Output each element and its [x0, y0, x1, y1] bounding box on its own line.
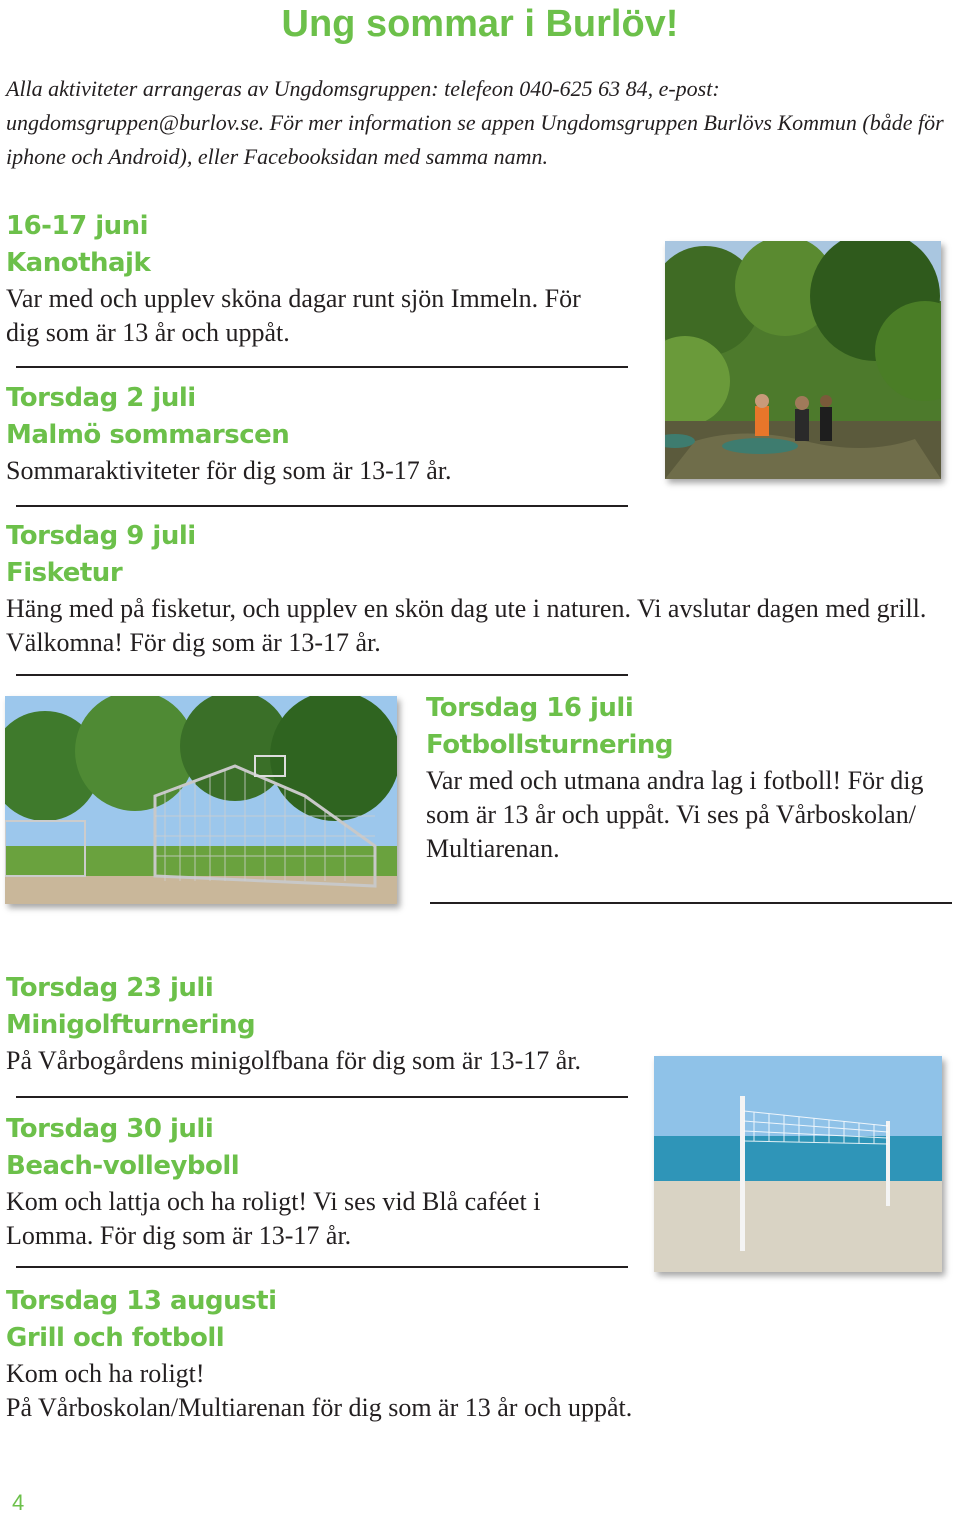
page-title: Ung sommar i Burlöv!: [281, 3, 679, 45]
event-kanothajk: [6, 208, 626, 350]
event-fotbollsturnering: [426, 690, 960, 866]
event-description: Sommaraktiviteter för dig som är 13-17 år.: [6, 456, 452, 485]
event-beach-volleyboll: [6, 1111, 606, 1253]
event-minigolfturnering: [6, 970, 646, 1078]
event-name: Fotbollsturnering: [426, 730, 674, 760]
event-date: Torsdag 16 juli: [426, 693, 634, 723]
football-arena-photo: [5, 696, 397, 904]
divider: [16, 505, 628, 507]
event-fisketur: [6, 518, 946, 660]
event-description: Kom och ha roligt!: [6, 1359, 205, 1388]
event-name: Minigolfturnering: [6, 1010, 256, 1040]
event-description: Häng med på fisketur, och upplev en skön dag ute i naturen. Vi avslutar dagen med grill. Välkomna! För dig som är 13-17 år.: [6, 594, 927, 657]
event-name: Beach-volleyboll: [6, 1151, 240, 1181]
divider: [16, 366, 628, 368]
event-description: På Vårbogårdens minigolfbana för dig som är 13-17 år.: [6, 1046, 581, 1075]
event-name: Grill och fotboll: [6, 1323, 225, 1353]
event-date: Torsdag 9 juli: [6, 521, 196, 551]
intro-text: Alla aktiviteter arrangeras av Ungdomsgruppen: telefeon 040-625 63 84, e-post: ungdomsgruppen@burlov.se. För mer information se appen Ungdomsgruppen Burlövs Kommun (både för iphone och Android), eller Facebooksidan med samma namn.: [6, 76, 944, 169]
event-name: Malmö sommarscen: [6, 420, 290, 450]
event-date: Torsdag 30 juli: [6, 1114, 214, 1144]
event-name: Fisketur: [6, 558, 123, 588]
divider: [16, 1096, 628, 1098]
divider: [430, 902, 952, 904]
event-malmo-sommarscen: [6, 380, 626, 488]
event-description: Var med och upplev sköna dagar runt sjön Immeln. För dig som är 13 år och uppåt.: [6, 284, 581, 347]
event-date: Torsdag 2 juli: [6, 383, 196, 413]
event-description: Kom och lattja och ha roligt! Vi ses vid Blå caféet i Lomma. För dig som är 13-17 år.: [6, 1187, 541, 1250]
event-date: Torsdag 23 juli: [6, 973, 214, 1003]
divider: [16, 674, 628, 676]
event-date: Torsdag 13 augusti: [6, 1286, 277, 1316]
event-description: Var med och utmana andra lag i fotboll! För dig som är 13 år och uppåt. Vi ses på Vårboskolan/ Multiarenan.: [426, 766, 924, 863]
event-name: Kanothajk: [6, 248, 151, 278]
event-grill-och-fotboll: [6, 1283, 906, 1425]
event-date: 16-17 juni: [6, 211, 149, 241]
event-description-2: På Vårboskolan/Multiarenan för dig som är 13 år och uppåt.: [6, 1393, 633, 1422]
page-number: 4: [12, 1490, 25, 1515]
divider: [16, 1266, 628, 1268]
beach-volleyball-photo: [654, 1056, 942, 1272]
canoe-photo: [665, 241, 941, 479]
